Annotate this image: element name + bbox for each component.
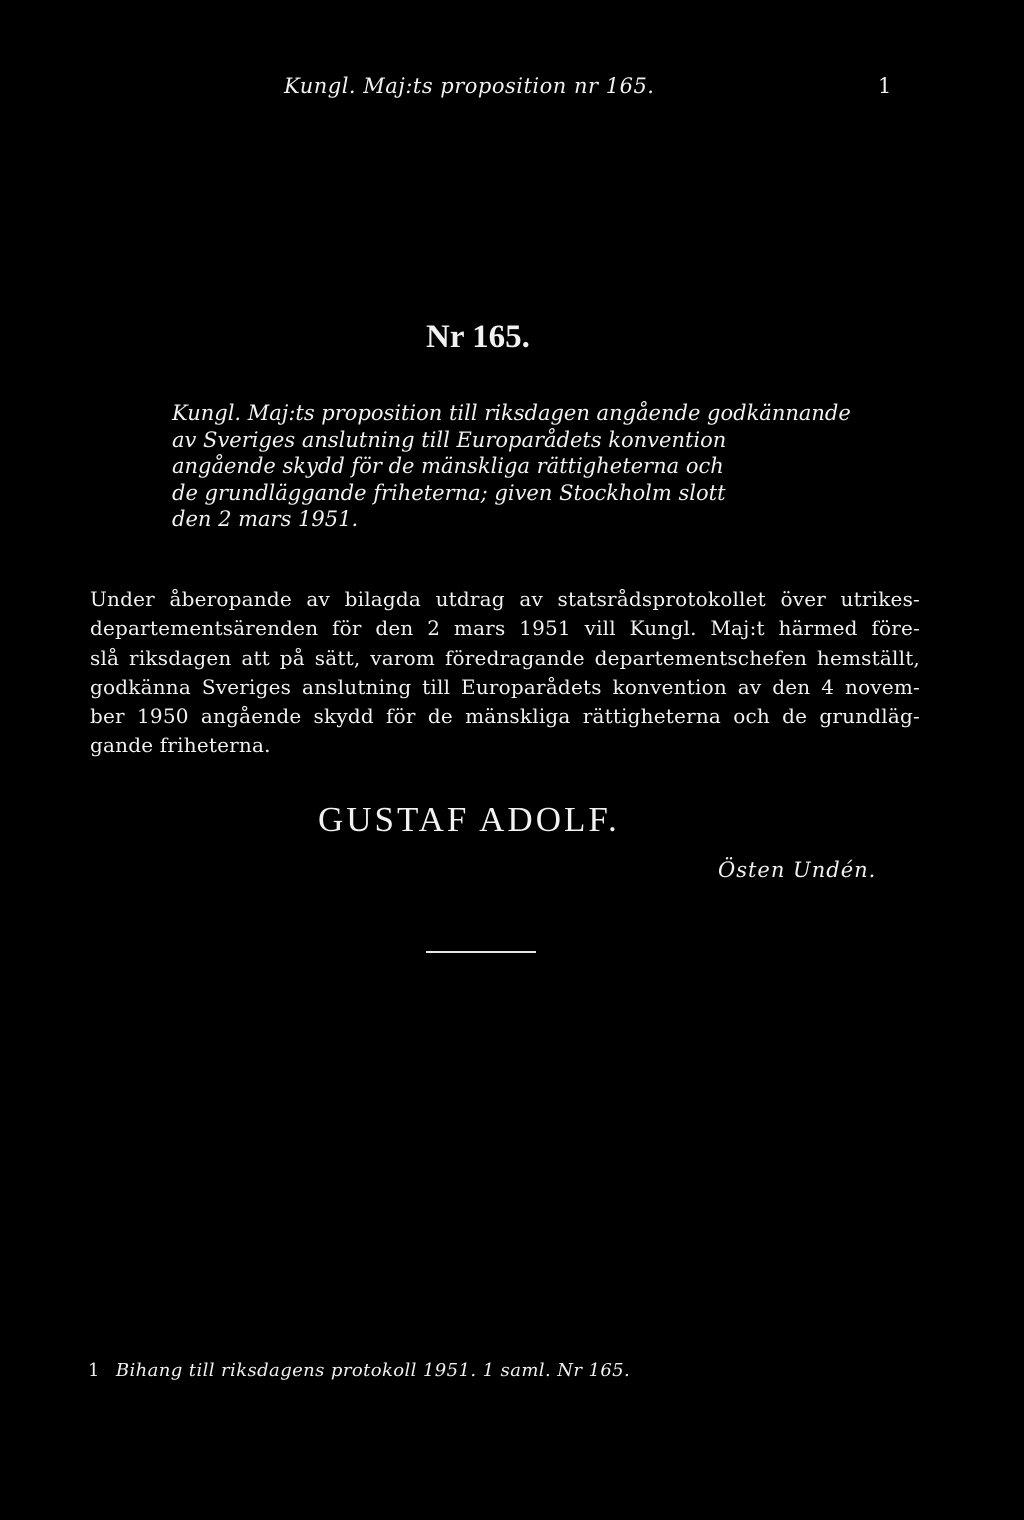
footnote (88, 1360, 630, 1381)
body-line: ber 1950 angående skydd för de mänskliga rättigheterna och de grundläg- (90, 704, 920, 729)
proposition-body (90, 585, 920, 761)
minister-signature: Östen Undén. (718, 858, 877, 882)
section-divider (426, 951, 536, 953)
intro-line: Kungl. Maj:ts proposition till riksdagen angående godkännande (172, 401, 851, 425)
proposition-intro (172, 400, 902, 533)
running-header-title: Kungl. Maj:ts proposition nr 165. (284, 74, 655, 98)
king-signature: GUSTAF ADOLF. (318, 800, 620, 839)
proposition-number-heading: Nr 165. (426, 319, 530, 355)
footnote-text: Bihang till riksdagens protokoll 1951. 1 saml. Nr 165. (115, 1360, 631, 1381)
body-line: slå riksdagen att på sätt, varom föredragande departementschefen hemställt, (90, 645, 920, 670)
intro-line: de grundläggande friheterna; given Stockholm slott (172, 480, 726, 505)
page-number: 1 (878, 74, 892, 98)
body-line: Under åberopande av bilagda utdrag av statsrådsprotokollet över utrikes- (90, 587, 920, 611)
intro-line: av Sveriges anslutning till Europarådets konvention (172, 427, 727, 452)
body-line: departementsärenden för den 2 mars 1951 vill Kungl. Maj:t härmed före- (90, 616, 920, 641)
intro-line: den 2 mars 1951. (172, 507, 359, 531)
body-line: godkänna Sveriges anslutning till Europarådets konvention av den 4 novem- (90, 674, 920, 699)
body-line: gande friheterna. (90, 733, 271, 758)
footnote-marker: 1 (88, 1360, 100, 1381)
intro-line: angående skydd för de mänskliga rättigheterna och (172, 454, 724, 478)
